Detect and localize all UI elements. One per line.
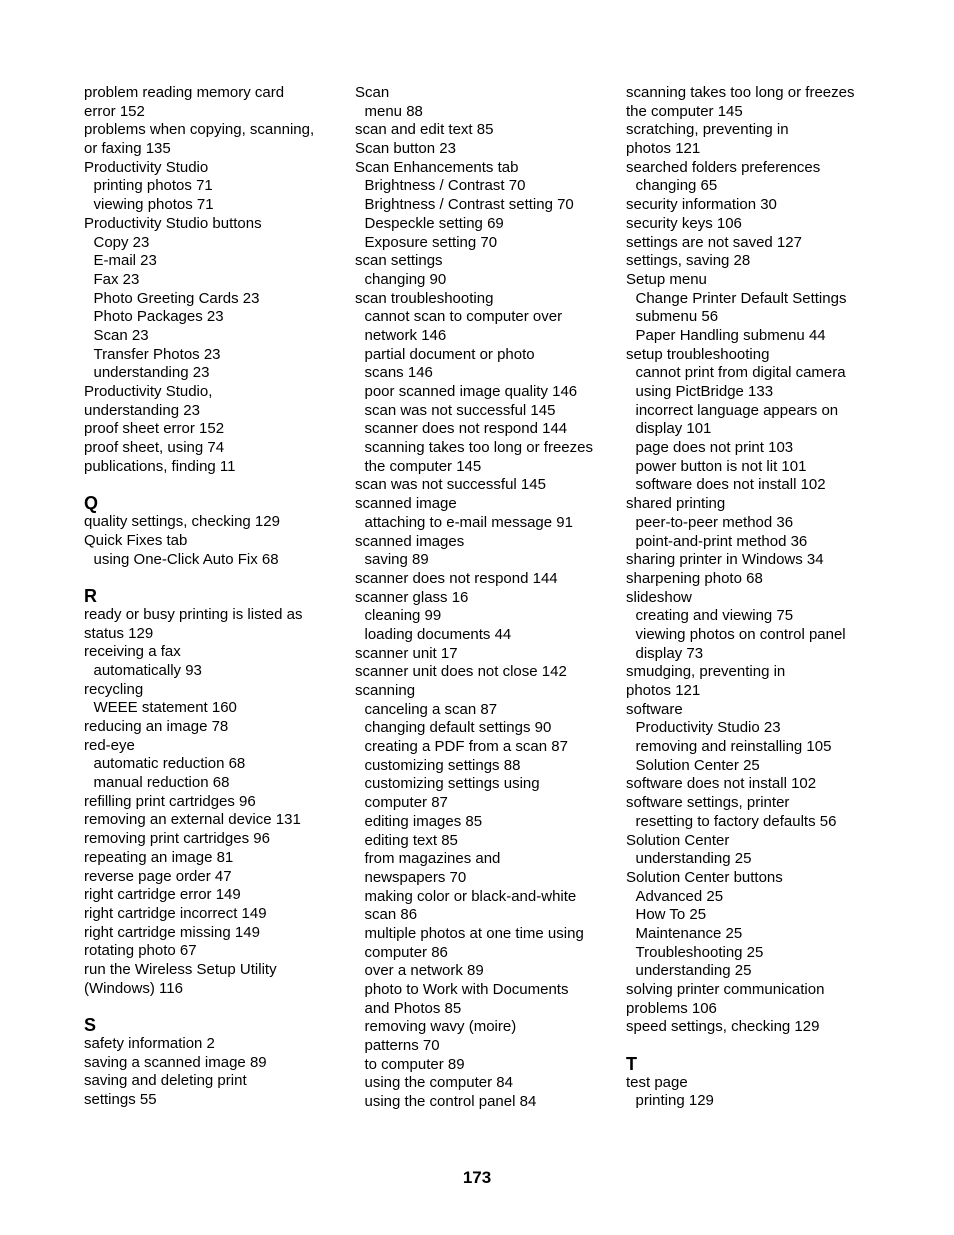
index-subentry: Scan 23 xyxy=(93,326,149,344)
index-subentry: network 146 xyxy=(364,326,447,344)
index-entry: shared printing xyxy=(626,495,726,513)
index-letter-heading: Q xyxy=(84,493,99,514)
index-subentry: using One-Click Auto Fix 68 xyxy=(93,550,279,568)
index-subentry: changing default settings 90 xyxy=(364,719,552,737)
index-subentry: newspapers 70 xyxy=(364,868,467,886)
index-subentry: loading documents 44 xyxy=(364,625,512,643)
index-subentry: Fax 23 xyxy=(93,270,140,288)
index-subentry: power button is not lit 101 xyxy=(635,457,807,475)
index-entry: scanning xyxy=(355,682,416,699)
index-letter-heading: S xyxy=(84,1015,97,1036)
index-entry: repeating an image 81 xyxy=(84,848,234,866)
index-entry: scan troubleshooting xyxy=(355,289,494,307)
index-entry: ready or busy printing is listed as xyxy=(84,605,303,623)
index-entry: scratching, preventing in xyxy=(626,121,789,139)
index-subentry: E-mail 23 xyxy=(93,252,157,270)
index-entry: scan was not successful 145 xyxy=(355,476,546,494)
index-subentry: editing text 85 xyxy=(364,831,458,849)
index-entry: or faxing 135 xyxy=(84,140,171,158)
index-subentry: using PictBridge 133 xyxy=(635,383,774,400)
index-subentry: display 73 xyxy=(635,644,704,662)
index-subentry: scan 86 xyxy=(364,906,418,924)
index-subentry: computer 87 xyxy=(364,794,448,812)
index-subentry: changing 90 xyxy=(364,270,447,288)
index-subentry: Troubleshooting 25 xyxy=(635,943,764,961)
index-entry: scanning takes too long or freezes xyxy=(626,84,855,101)
index-subentry: Paper Handling submenu 44 xyxy=(635,326,826,344)
index-subentry: Advanced 25 xyxy=(635,887,724,905)
index-subentry: point-and-print method 36 xyxy=(635,532,808,550)
index-entry: problems when copying, scanning, xyxy=(84,121,315,139)
index-subentry: customizing settings 88 xyxy=(364,756,521,774)
index-subentry: Brightness / Contrast 70 xyxy=(364,177,526,195)
index-entry: safety information 2 xyxy=(84,1035,215,1052)
index-subentry: understanding 23 xyxy=(93,364,210,382)
index-entry: receiving a fax xyxy=(84,643,181,661)
index-column-2 xyxy=(355,84,615,1112)
index-entry: reverse page order 47 xyxy=(84,867,232,885)
index-subentry: using the computer 84 xyxy=(364,1074,513,1092)
index-subentry: How To 25 xyxy=(635,906,707,924)
index-subentry: and Photos 85 xyxy=(364,999,462,1017)
index-subentry: Productivity Studio 23 xyxy=(635,719,781,737)
index-entry: understanding 23 xyxy=(84,401,200,419)
index-entry: right cartridge missing 149 xyxy=(84,923,260,941)
index-entry: searched folders preferences xyxy=(626,158,821,176)
index-subentry: printing photos 71 xyxy=(93,177,213,195)
index-entry: Scan button 23 xyxy=(355,140,456,158)
index-entry: photos 121 xyxy=(626,682,701,699)
index-subentry: automatically 93 xyxy=(93,661,202,679)
index-entry: refilling print cartridges 96 xyxy=(84,792,256,810)
index-entry: solving printer communication xyxy=(626,981,825,998)
index-entry: recycling xyxy=(84,680,144,698)
index-subentry: Photo Greeting Cards 23 xyxy=(93,289,260,307)
index-subentry: display 101 xyxy=(635,420,712,438)
index-entry: security keys 106 xyxy=(626,214,742,232)
index-subentry: viewing photos 71 xyxy=(93,196,214,214)
index-subentry: cannot print from digital camera xyxy=(635,364,846,382)
index-subentry: Transfer Photos 23 xyxy=(93,345,221,363)
index-entry: test page xyxy=(626,1073,688,1091)
index-entry: scanner unit does not close 142 xyxy=(355,663,567,681)
index-letter-heading: T xyxy=(626,1054,637,1075)
index-subentry: creating a PDF from a scan 87 xyxy=(364,738,568,756)
index-subentry: computer 86 xyxy=(364,943,448,961)
index-entry: Productivity Studio xyxy=(84,158,209,176)
index-subentry: making color or black-and-white xyxy=(364,887,577,905)
index-entry: scanned images xyxy=(355,532,465,550)
index-entry: quality settings, checking 129 xyxy=(84,513,280,531)
index-entry: Solution Center xyxy=(626,831,730,849)
index-subentry: understanding 25 xyxy=(635,850,752,868)
index-entry: slideshow xyxy=(626,588,692,606)
index-subentry: printing 129 xyxy=(635,1092,714,1110)
index-entry: sharpening photo 68 xyxy=(626,569,763,587)
index-subentry: scan was not successful 145 xyxy=(364,401,556,419)
index-subentry: Solution Center 25 xyxy=(635,756,760,774)
index-entry: sharing printer in Windows 34 xyxy=(626,551,824,569)
index-entry: setup troubleshooting xyxy=(626,345,770,363)
index-subentry: Maintenance 25 xyxy=(635,924,743,942)
index-entry: problems 106 xyxy=(626,999,717,1017)
index-subentry: manual reduction 68 xyxy=(93,774,230,792)
index-subentry: scanner does not respond 144 xyxy=(364,420,568,438)
index-column-1 xyxy=(84,84,344,1110)
index-subentry: photo to Work with Documents xyxy=(364,981,569,998)
index-subentry: saving 89 xyxy=(364,551,429,569)
index-entry: publications, finding 11 xyxy=(84,457,236,475)
index-subentry: Photo Packages 23 xyxy=(93,308,224,326)
index-entry: removing an external device 131 xyxy=(84,811,301,829)
index-subentry: attaching to e-mail message 91 xyxy=(364,513,573,531)
index-subentry: from magazines and xyxy=(364,850,501,868)
index-entry: software xyxy=(626,700,683,718)
index-subentry: WEEE statement 160 xyxy=(93,699,237,717)
index-entry: Setup menu xyxy=(626,270,707,288)
index-entry: settings are not saved 127 xyxy=(626,233,802,251)
index-entry: Scan Enhancements tab xyxy=(355,158,519,176)
index-entry: Productivity Studio buttons xyxy=(84,214,262,232)
index-subentry: cleaning 99 xyxy=(364,607,442,625)
index-subentry: removing wavy (moire) xyxy=(364,1018,517,1036)
index-subentry: canceling a scan 87 xyxy=(364,700,498,718)
index-subentry: Brightness / Contrast setting 70 xyxy=(364,196,574,214)
index-entry: photos 121 xyxy=(626,140,701,158)
index-entry: reducing an image 78 xyxy=(84,718,229,735)
index-entry: Scan xyxy=(355,84,390,101)
index-subentry: the computer 145 xyxy=(364,457,482,475)
index-subentry: editing images 85 xyxy=(364,812,483,830)
index-subentry: multiple photos at one time using xyxy=(364,924,584,942)
index-entry: saving a scanned image 89 xyxy=(84,1053,267,1071)
index-subentry: over a network 89 xyxy=(364,962,484,980)
index-entry: settings 55 xyxy=(84,1091,157,1109)
index-subentry: understanding 25 xyxy=(635,962,752,980)
index-subentry: customizing settings using xyxy=(364,775,540,793)
index-entry: speed settings, checking 129 xyxy=(626,1018,820,1036)
index-subentry: menu 88 xyxy=(364,102,423,120)
index-subentry: scans 146 xyxy=(364,364,433,382)
index-entry: Quick Fixes tab xyxy=(84,531,188,549)
index-entry: Productivity Studio, xyxy=(84,383,213,400)
index-entry: (Windows) 116 xyxy=(84,979,183,997)
index-subentry: software does not install 102 xyxy=(635,476,826,494)
index-entry: software settings, printer xyxy=(626,794,790,812)
index-subentry: using the control panel 84 xyxy=(364,1093,537,1111)
index-entry: run the Wireless Setup Utility xyxy=(84,960,277,978)
index-subentry: viewing photos on control panel xyxy=(635,625,846,643)
index-subentry: incorrect language appears on xyxy=(635,401,839,419)
index-subentry: poor scanned image quality 146 xyxy=(364,383,578,400)
index-subentry: patterns 70 xyxy=(364,1037,440,1055)
index-subentry: creating and viewing 75 xyxy=(635,607,794,625)
index-subentry: page does not print 103 xyxy=(635,439,794,457)
index-subentry: cannot scan to computer over xyxy=(364,308,563,326)
index-entry: proof sheet, using 74 xyxy=(84,439,225,457)
index-entry: scanner glass 16 xyxy=(355,588,469,606)
index-entry: security information 30 xyxy=(626,196,777,214)
index-subentry: partial document or photo xyxy=(364,345,535,363)
index-entry: scan settings xyxy=(355,252,443,270)
index-entry: red-eye xyxy=(84,736,135,754)
index-subentry: Copy 23 xyxy=(93,233,150,251)
index-entry: problem reading memory card xyxy=(84,84,285,101)
index-letter-heading: R xyxy=(84,586,97,607)
index-entry: right cartridge error 149 xyxy=(84,886,241,904)
index-entry: scan and edit text 85 xyxy=(355,121,494,139)
index-entry: scanner unit 17 xyxy=(355,644,458,662)
index-subentry: Despeckle setting 69 xyxy=(364,214,504,232)
page-number: 173 xyxy=(462,1168,492,1187)
index-column-3 xyxy=(626,84,886,1111)
index-entry: the computer 145 xyxy=(626,102,743,120)
index-subentry: removing and reinstalling 105 xyxy=(635,738,832,756)
index-subentry: submenu 56 xyxy=(635,308,719,326)
index-subentry: resetting to factory defaults 56 xyxy=(635,812,837,830)
index-subentry: Exposure setting 70 xyxy=(364,233,498,251)
index-entry: scanner does not respond 144 xyxy=(355,569,558,587)
index-subentry: Change Printer Default Settings xyxy=(635,289,847,307)
index-subentry: to computer 89 xyxy=(364,1055,465,1073)
index-entry: rotating photo 67 xyxy=(84,942,197,960)
index-entry: right cartridge incorrect 149 xyxy=(84,904,267,922)
index-entry: Solution Center buttons xyxy=(626,868,783,886)
index-entry: proof sheet error 152 xyxy=(84,420,225,438)
index-subentry: changing 65 xyxy=(635,177,718,195)
index-entry: error 152 xyxy=(84,102,145,120)
index-entry: scanned image xyxy=(355,495,457,513)
index-entry: removing print cartridges 96 xyxy=(84,830,270,848)
index-entry: saving and deleting print xyxy=(84,1072,247,1090)
index-subentry: automatic reduction 68 xyxy=(93,755,246,773)
index-subentry: scanning takes too long or freezes xyxy=(364,439,593,457)
index-entry: smudging, preventing in xyxy=(626,663,786,681)
index-entry: software does not install 102 xyxy=(626,775,817,793)
index-subentry: peer-to-peer method 36 xyxy=(635,513,794,531)
index-entry: status 129 xyxy=(84,624,154,642)
index-entry: settings, saving 28 xyxy=(626,252,751,270)
